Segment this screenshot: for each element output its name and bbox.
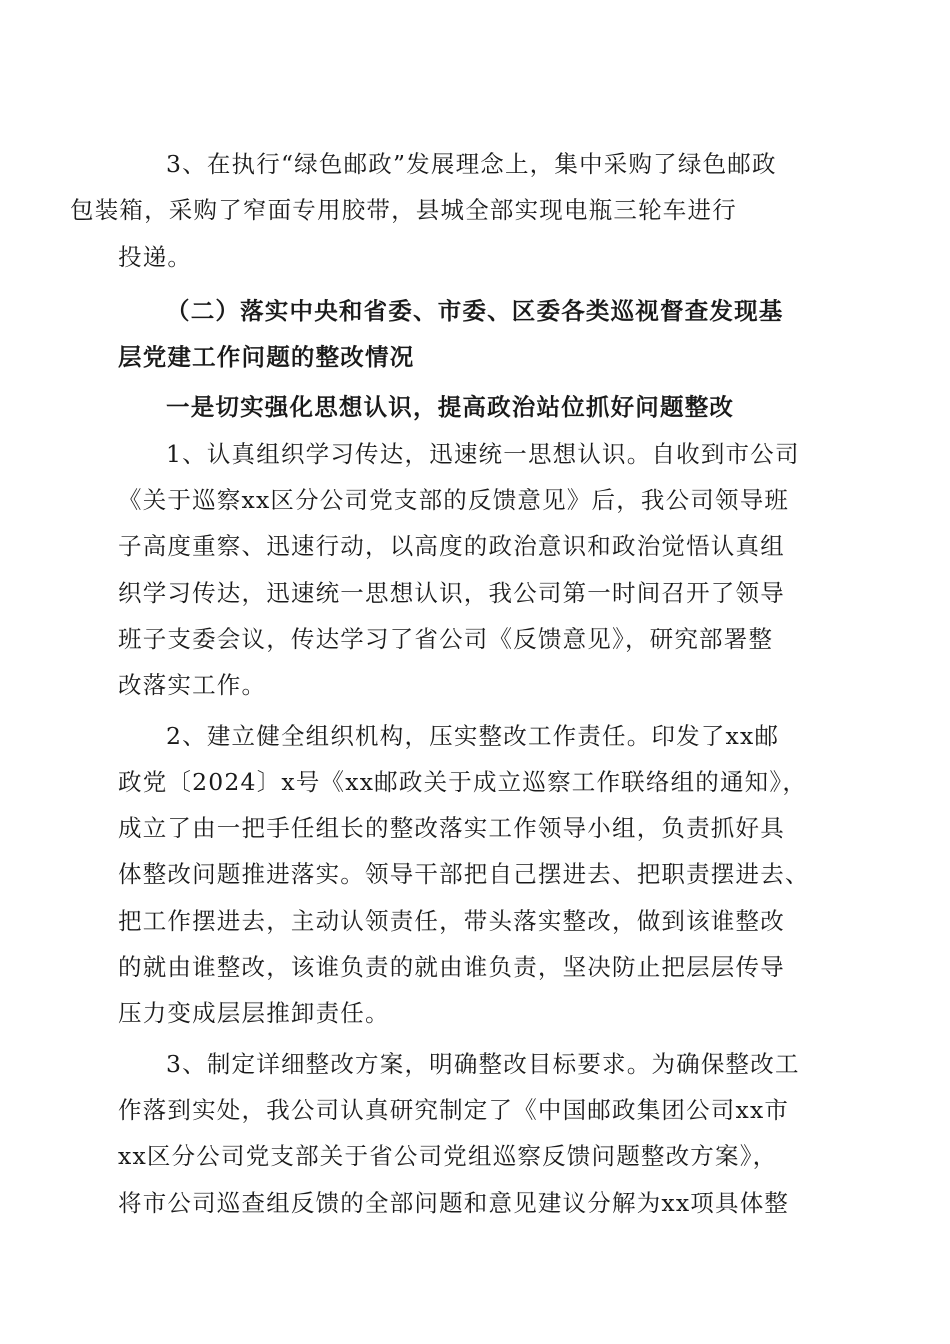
paragraph-organization (118, 713, 836, 1037)
text-line: 织学习传达，迅速统一思想认识，我公司第一时间召开了领导 (118, 578, 785, 607)
text-line: 投递。 (118, 242, 193, 271)
text-line: 成立了由一把手任组长的整改落实工作领导小组，负责抓好具 (118, 814, 785, 843)
text-line: 2、建立健全组织机构，压实整改工作责任。印发了xx邮 (166, 721, 780, 750)
paragraph-plan (118, 1041, 836, 1226)
text-line: xx区分公司党支部关于省公司党组巡察反馈问题整改方案》， (118, 1142, 778, 1171)
text-line: 子高度重察、迅速行动，以高度的政治意识和政治觉悟认真组 (118, 532, 785, 561)
paragraph-green-postal (70, 141, 836, 280)
text-line: 政党〔2024〕x号《xx邮政关于成立巡察工作联络组的通知》， (118, 767, 808, 796)
text-line: 压力变成层层推卸责任。 (118, 999, 390, 1028)
text-line: 1、认真组织学习传达，迅速统一思想认识。自收到市公司 (166, 439, 800, 468)
text-line: 《关于巡察xx区分公司党支部的反馈意见》后，我公司领导班 (118, 486, 790, 515)
text-line: 作落到实处，我公司认真研究制定了《中国邮政集团公司xx市 (118, 1095, 790, 1124)
subheading-one (118, 384, 836, 430)
text-line: 层党建工作问题的整改情况 (118, 343, 415, 372)
text-line: （二）落实中央和省委、市委、区委各类巡视督查发现基 (166, 296, 784, 325)
text-line: 3、在执行“绿色邮政”发展理念上，集中采购了绿色邮政 (166, 150, 777, 178)
text-line: 班子支委会议，传达学习了省公司《反馈意见》，研究部署整 (118, 624, 774, 653)
document-body (70, 141, 836, 1226)
text-line: 把工作摆进去，主动认领责任，带头落实整改，做到该谁整改 (118, 906, 785, 935)
text-line: 3、制定详细整改方案，明确整改目标要求。为确保整改工 (166, 1049, 800, 1078)
paragraph-study (118, 431, 836, 709)
text-line: 将市公司巡查组反馈的全部问题和意见建议分解为xx项具体整 (118, 1188, 790, 1217)
section-heading-two (118, 288, 836, 381)
text-line: 体整改问题推进落实。领导干部把自己摆进去、把职责摆进去、 (118, 860, 810, 889)
text-line: 包装箱，采购了窄面专用胶带，县城全部实现电瓶三轮车进行 (70, 196, 737, 225)
text-line: 改落实工作。 (118, 671, 267, 700)
text-line: 的就由谁整改，该谁负责的就由谁负责，坚决防止把层层传导 (118, 953, 785, 982)
text-line: 一是切实强化思想认识，提高政治站位抓好问题整改 (166, 393, 735, 422)
